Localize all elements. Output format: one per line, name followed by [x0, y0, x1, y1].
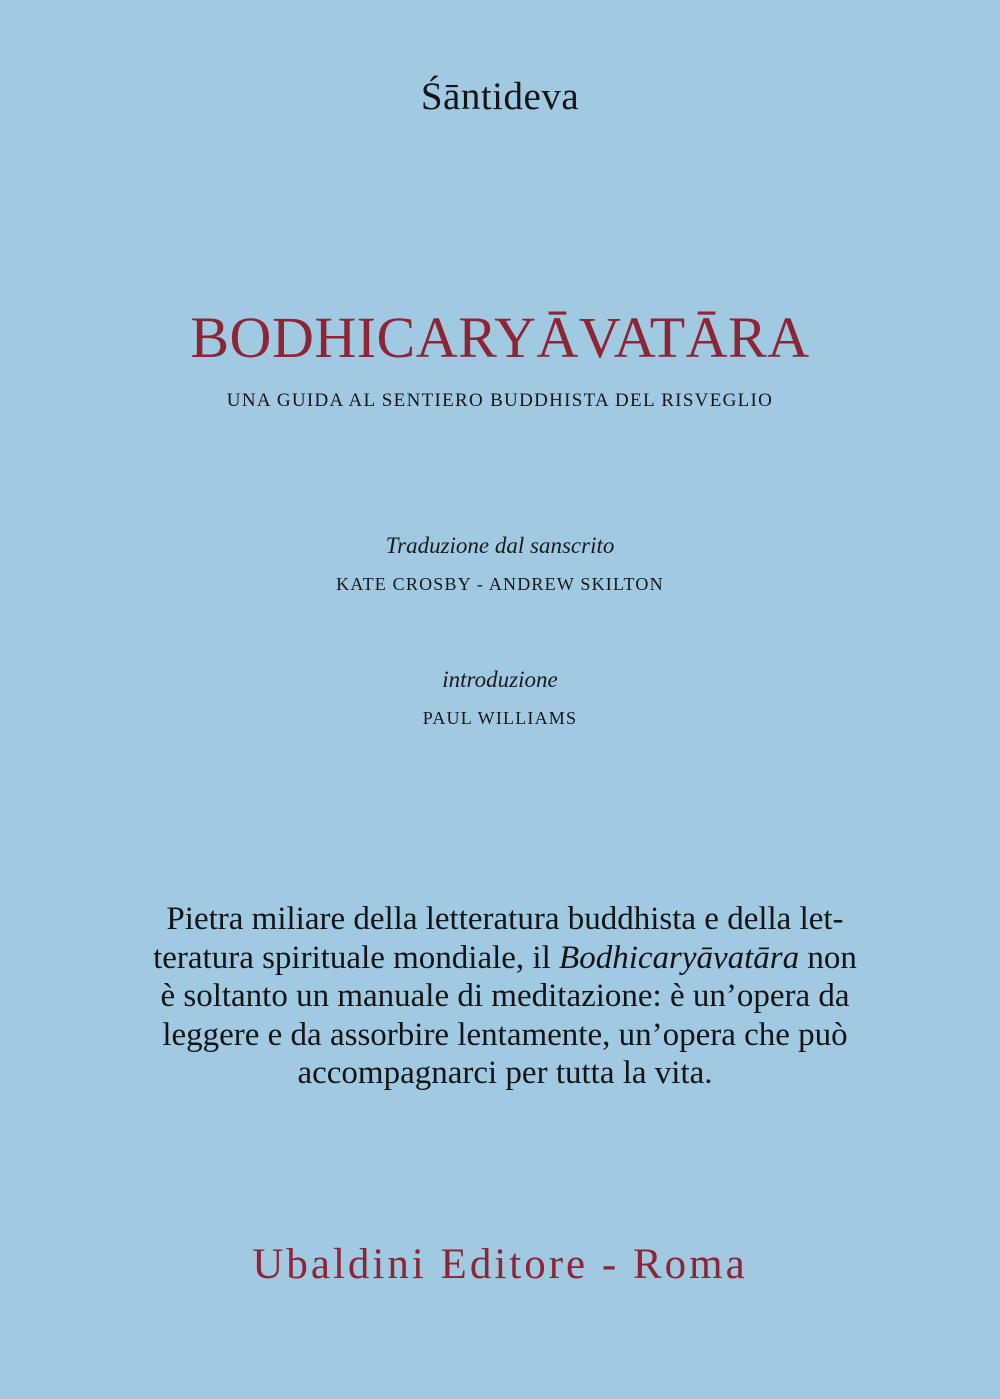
publisher-name: Ubaldini Editore - Roma [252, 1241, 748, 1288]
introduction-author: PAUL WILLIAMS [422, 708, 578, 728]
blurb-line: è soltanto un manuale di meditazione: è un’opera da [160, 978, 850, 1014]
blurb-line: leggere e da assorbire lentamente, un’opera che può [162, 1016, 848, 1053]
blurb-line [140, 939, 870, 978]
book-subtitle: UNA GUIDA AL SENTIERO BUDDHISTA DEL RISVEGLIO [226, 390, 774, 411]
book-title: BODHICARYĀVATĀRA [190, 305, 810, 370]
translators: KATE CROSBY - ANDREW SKILTON [336, 574, 664, 594]
blurb-line: Pietra miliare della letteratura buddhista e della let- [166, 901, 844, 937]
blurb-text: non [799, 939, 857, 976]
cover-blurb [140, 900, 870, 1093]
blurb-italic-title: Bodhicaryāvatāra [559, 939, 800, 976]
blurb-text: teratura spirituale mondiale, il [153, 939, 560, 976]
translation-label: Traduzione dal sanscrito [385, 533, 615, 558]
introduction-label: introduzione [442, 667, 558, 692]
author-name: Śāntideva [420, 75, 580, 118]
blurb-line: accompagnarci per tutta la vita. [297, 1055, 713, 1091]
